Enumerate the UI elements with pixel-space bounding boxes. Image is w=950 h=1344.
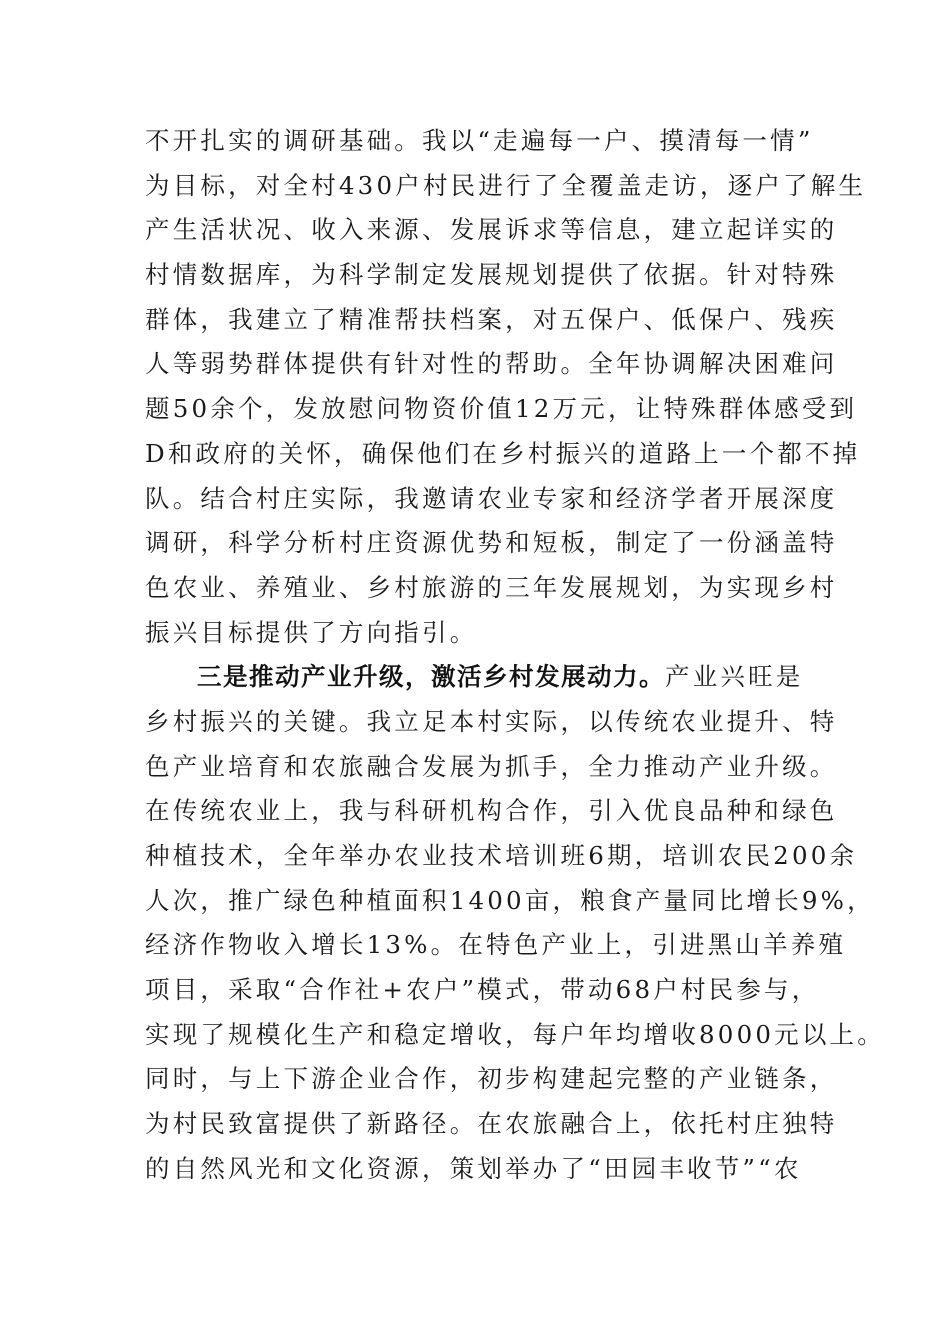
text-line: 村情数据库，为科学制定发展规划提供了依据。针对特殊 [145,260,838,290]
text-line: 经济作物收入增长13%。在特色产业上，引进黑山羊养殖 [145,930,847,960]
text-line: 产生活状况、收入来源、发展诉求等信息，建立起详实的 [145,215,838,245]
document-body [145,119,885,1192]
text-line: 人次，推广绿色种植面积1400亩，粮食产量同比增长9%， [145,885,875,915]
text-line: 振兴目标提供了方向指引。 [145,617,478,647]
text-line: 人等弱势群体提供有针对性的帮助。全年协调解决困难问 [145,349,838,379]
text-line: 色农业、养殖业、乡村旅游的三年发展规划，为实现乡村 [145,572,838,602]
section-three-first-line [145,655,845,700]
text-line: 项目，采取“合作社+农户”模式，带动68户村民参与， [145,975,820,1005]
text-line: 在传统农业上，我与科研机构合作，引入优良品种和绿色 [145,796,838,826]
text-line: 的自然风光和文化资源，策划举办了“田园丰收节”“农 [145,1153,802,1183]
text-line: 为目标，对全村430户村民进行了全覆盖走访，逐户了解生 [145,170,867,200]
text-line: 同时，与上下游企业合作，初步构建起完整的产业链条， [145,1064,838,1094]
text-line: 种植技术，全年举办农业技术培训班6期，培训农民200余 [145,841,858,870]
text-line: 色产业培育和农旅融合发展为抓手，全力推动产业升级。 [145,751,838,781]
text-line: 调研，科学分析村庄资源优势和短板，制定了一份涵盖特 [145,528,838,558]
text-line: D和政府的关怀，确保他们在乡村振兴的道路上一个都不掉 [145,438,861,468]
text-line: 为村民致富提供了新路径。在农旅融合上，依托村庄独特 [145,1109,838,1139]
text-line: 实现了规模化生产和稳定增收，每户年均增收8000元以上。 [145,1019,885,1049]
text-line: 不开扎实的调研基础。我以“走遍每一户、摸清每一情” [145,126,814,155]
section-first-line-text: 产业兴旺是 [665,662,804,692]
text-line: 队。结合村庄实际，我邀请农业专家和经济学者开展深度 [145,483,838,513]
section-heading: 三是推动产业升级，激活乡村发展动力。 [197,662,665,692]
text-line: 乡村振兴的关键。我立足本村实际，以传统农业提升、特 [145,706,838,736]
text-line: 群体，我建立了精准帮扶档案，对五保户、低保户、残疾 [145,304,838,334]
text-line: 题50余个，发放慰问物资价值12万元，让特殊群体感受到 [145,394,858,424]
